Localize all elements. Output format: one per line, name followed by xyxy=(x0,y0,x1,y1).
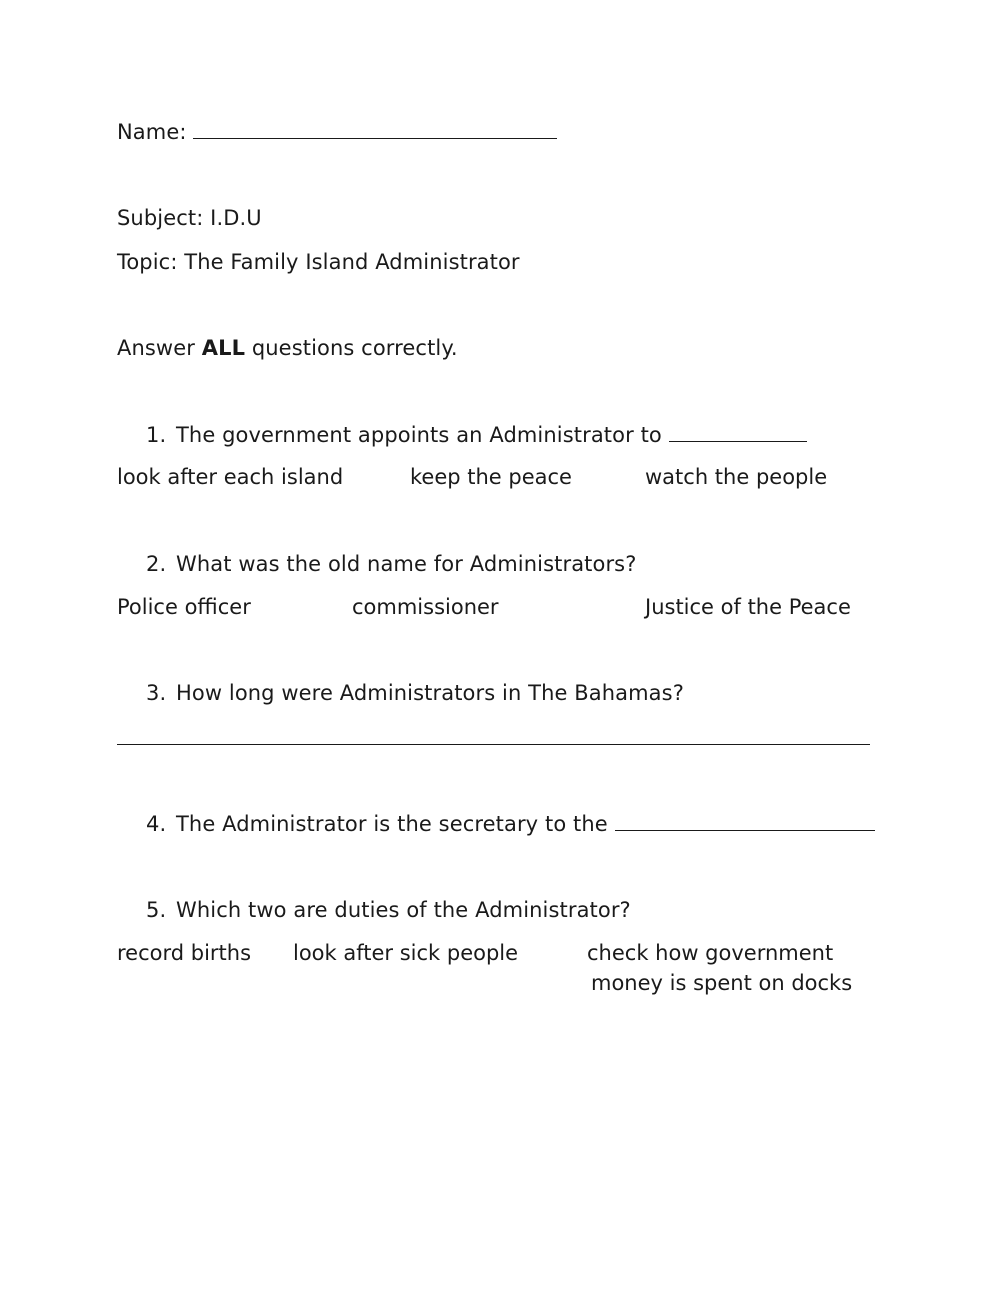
question-text: How long were Administrators in The Bahamas? xyxy=(176,681,684,705)
option-1b[interactable]: keep the peace xyxy=(410,465,572,489)
question-3 xyxy=(146,680,684,706)
question-number: 2. xyxy=(146,552,167,576)
subject-label: Subject: I.D.U xyxy=(117,206,262,230)
instructions xyxy=(117,335,458,361)
answer-line-3[interactable] xyxy=(117,744,870,745)
name-label: Name: xyxy=(117,120,187,144)
question-text: The Administrator is the secretary to the xyxy=(176,812,608,836)
answer-blank-1[interactable] xyxy=(669,421,807,442)
option-2c[interactable]: Justice of the Peace xyxy=(645,595,851,619)
question-1 xyxy=(146,421,807,448)
option-5c-line2[interactable]: money is spent on docks xyxy=(591,971,853,995)
question-4 xyxy=(146,810,875,837)
option-2a[interactable]: Police officer xyxy=(117,595,251,619)
answer-blank-4[interactable] xyxy=(615,810,875,831)
question-number: 4. xyxy=(146,812,167,836)
option-1c[interactable]: watch the people xyxy=(645,465,828,489)
topic-label: Topic: The Family Island Administrator xyxy=(117,250,520,274)
question-text: The government appoints an Administrator to xyxy=(176,423,662,447)
instructions-emphasis: ALL xyxy=(201,336,246,360)
question-5 xyxy=(146,897,631,923)
option-5c-line1[interactable]: check how government xyxy=(587,941,834,965)
option-1a[interactable]: look after each island xyxy=(117,465,344,489)
question-text: What was the old name for Administrators? xyxy=(176,552,637,576)
instructions-after: questions correctly. xyxy=(251,336,458,360)
name-line xyxy=(117,118,557,145)
question-text: Which two are duties of the Administrator? xyxy=(176,898,631,922)
question-number: 3. xyxy=(146,681,167,705)
question-number: 5. xyxy=(146,898,167,922)
instructions-before: Answer xyxy=(117,336,195,360)
option-5b[interactable]: look after sick people xyxy=(293,941,519,965)
option-5a[interactable]: record births xyxy=(117,941,252,965)
question-2 xyxy=(146,551,636,577)
option-2b[interactable]: commissioner xyxy=(352,595,499,619)
question-number: 1. xyxy=(146,423,167,447)
name-blank[interactable] xyxy=(193,118,557,139)
